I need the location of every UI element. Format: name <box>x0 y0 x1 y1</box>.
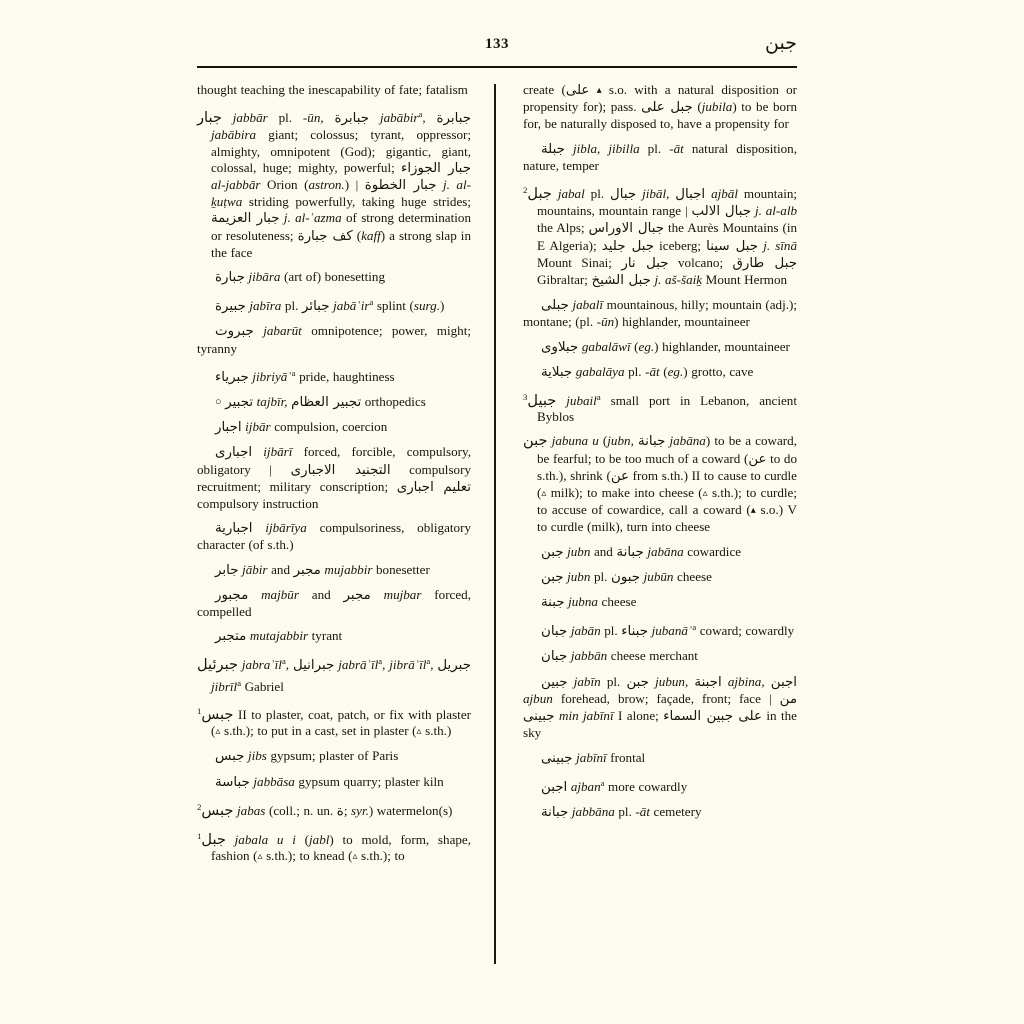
column-area <box>197 82 797 982</box>
dictionary-entry: جبلاوى gabalāwī (eg.) highlander, mountaineer <box>541 338 790 355</box>
right-column <box>523 82 797 821</box>
dictionary-entry: $^1$جبس II to plaster, coat, patch, or fix with plaster (▵ s.th.); to put in a cast, set in plaster (▵ s.th.) <box>197 705 471 739</box>
dictionary-entry: ○ تجبير tajbīr, تجبير العظام orthopedics <box>215 394 426 411</box>
dictionary-entry: جباسة jabbāsa gypsum quarry; plaster kiln <box>215 773 444 790</box>
dictionary-entry: thought teaching the inescapability of fate; fatalism <box>197 82 468 97</box>
dictionary-entry: اجبن ajban$^a$ more cowardly <box>541 777 688 795</box>
dictionary-entry: جبار jabbār pl. -ūn, جبابرة jabābir$^a$, جبابرة jabābira giant; colossus; tyrant, oppressor; almighty, omnipotent (God); gigantic, giant, colossal, huge; mighty, powerful; جبار الجوزاء al-jabbār Orion (astron.) | جبار الخطوة j. al-ḵuṭwa striding powerfully, taking huge strides; جبار العزيمة j. al-ʿazma of strong determination or resoluteness; كف جبارة (kaff) a strong slap in the face <box>197 109 472 260</box>
dictionary-entry: جبان jabān pl. جبناء jubanāʾ$^a$ coward; cowardly <box>541 622 795 640</box>
dictionary-entry: جبروت jabarūt omnipotence; power, might; tyranny <box>197 323 471 356</box>
dictionary-entry: جبانة jabbāna pl. -āt cemetery <box>541 803 702 820</box>
dictionary-entry: جبن jabuna u (jubn, جبانة jabāna) to be a coward, be fearful; to be too much of a coward (عن to do s.th.), shrink (عن from s.th.) II to cause to curdle (▵ milk); to make into cheese (▵ s.th.); to curdle; to accuse of cowardice, call a coward (▴ s.o.) V to curdle (milk), turn into cheese <box>523 432 798 535</box>
dictionary-entry: اجبارى ijbārī forced, forcible, compulsory, obligatory | التجنيد الاجبارى compulsory recruitment; military conscription; تعليم اجبارى compulsory instruction <box>197 444 471 512</box>
column-divider-rule <box>494 84 496 964</box>
left-column <box>197 82 471 865</box>
page-content-area <box>197 32 798 986</box>
dictionary-entry: مجبور majbūr and مجبر mujbar forced, compelled <box>197 586 471 620</box>
dictionary-entry: جبرئيل jabraʾīl$^a$, جبرانيل jabrāʾīl$^a$, jibrāʾīl$^a$, جبريل jibrīl$^a$ Gabriel <box>197 656 471 694</box>
dictionary-entry: جبنة jubna cheese <box>541 594 637 611</box>
page-number: 133 <box>485 36 509 52</box>
dictionary-entry: جبينى jabīnī frontal <box>541 749 646 766</box>
dictionary-entry: جبن jubn pl. جبون jubūn cheese <box>541 568 712 585</box>
dictionary-entry: اجبار ijbār compulsion, coercion <box>215 419 388 436</box>
dictionary-entry: جبن jubn and جبانة jabāna cowardice <box>541 543 742 560</box>
dictionary-entry: متجبر mutajabbir tyrant <box>215 628 343 645</box>
dictionary-entry: جبين jabīn pl. جبن jubun, اجبنة ajbina, اجبن ajbun forehead, brow; façade, front; face | من جبينى min jabīnī I alone; على جبين السماء in the sky <box>523 673 798 741</box>
dictionary-entry: جابر jābir and مجبر mujabbir bonesetter <box>215 561 430 578</box>
dictionary-entry: create (على ▴ s.o. with a natural disposition or propensity for); pass. جبل على (jubila) to be born for, be naturally disposed to, have a propensity for <box>523 82 798 132</box>
dictionary-entry: جبلاية gabalāya pl. -āt (eg.) grotto, cave <box>541 363 754 380</box>
dictionary-entry: $^1$جبل jabala u i (jabl) to mold, form, shape, fashion (▵ s.th.); to knead (▵ s.th.); to <box>197 830 472 864</box>
dictionary-entry: جبيرة jabīra pl. جبائر jabāʾir$^a$ splint (surg.) <box>215 297 445 315</box>
dictionary-entry: جبرياء jibriyāʾ$^a$ pride, haughtiness <box>215 367 395 385</box>
dictionary-entry: اجبارية ijbārīya compulsoriness, obligatory character (of s.th.) <box>197 520 471 553</box>
dictionary-entry: $^2$جبس jabas (coll.; n. un. ة; syr.) watermelon(s) <box>197 801 453 819</box>
dictionary-entry: جبس jibs gypsum; plaster of Paris <box>215 748 399 765</box>
dictionary-entry: جبلى jabalī mountainous, hilly; mountain (adj.); montane; (pl. -ūn) highlander, mountaineer <box>523 297 798 330</box>
guide-word-arabic: جبن <box>765 32 797 54</box>
header-rule <box>197 66 797 68</box>
dictionary-entry: جبلة jibla, jibilla pl. -āt natural disposition, nature, temper <box>523 140 797 173</box>
dictionary-entry: جبارة jibāra (art of) bonesetting <box>215 269 386 286</box>
running-head <box>197 32 797 64</box>
dictionary-entry: $^2$جبل jabal pl. جبال jibāl, اجبال ajbāl mountain; mountains, mountain range | جبال الالب j. al-alb the Alps; جبال الاوراس the Aurès Mountains (in E Algeria); جبل جليد iceberg; جبل سينا j. sīnā Mount Sinai; جبل نار volcano; جبل طارق Gibraltar; جبل الشيخ j. aš-šaiḵ Mount Hermon <box>523 185 798 289</box>
dictionary-entry: $^3$جبيل jubail$^a$ small port in Lebanon, ancient Byblos <box>523 392 797 425</box>
dictionary-entry: جبان jabbān cheese merchant <box>541 648 698 665</box>
